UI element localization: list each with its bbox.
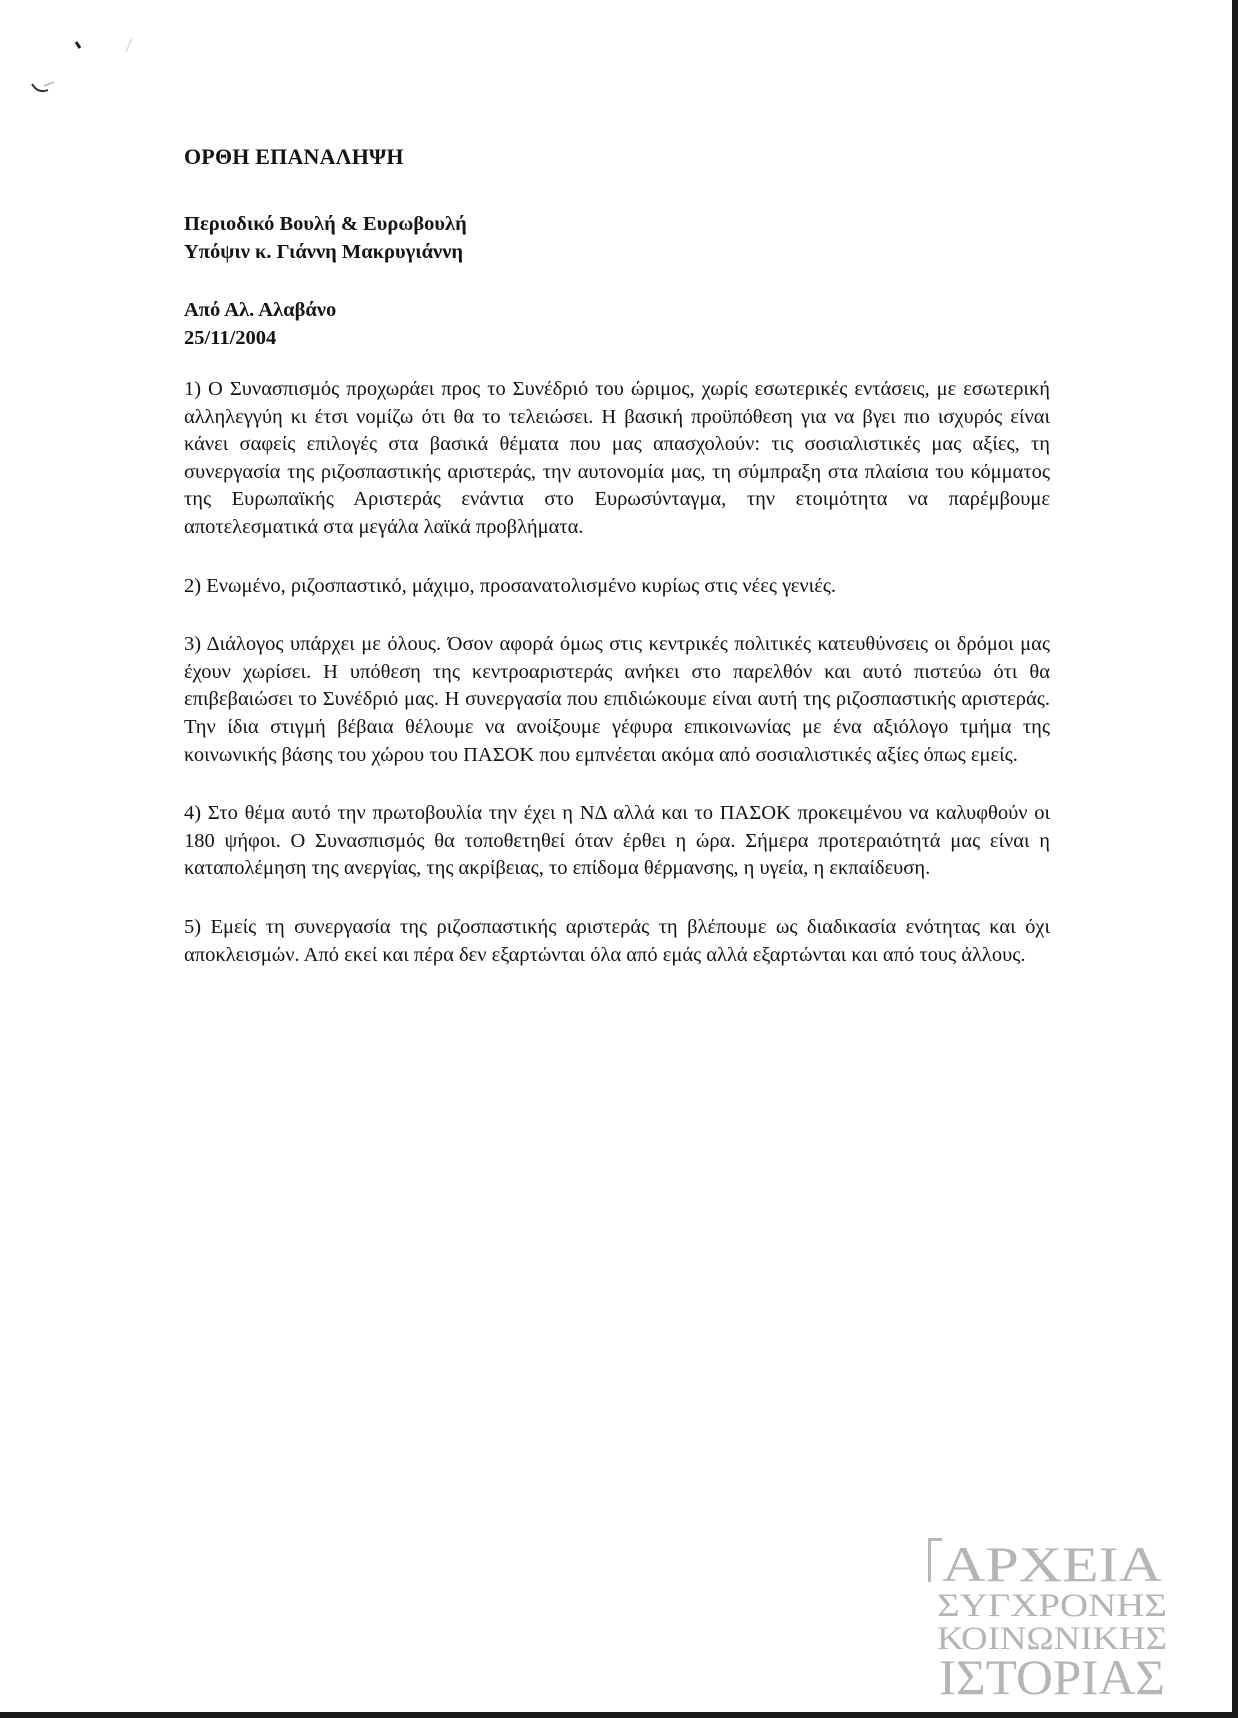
answer-paragraph-5: 5) Εμείς τη συνεργασία της ριζοσπαστικής αριστεράς τη βλέπουμε ως διαδικασία ενότητας και όχι αποκλεισμών. Από εκεί και πέρα δεν εξαρτώνται όλα από εμάς αλλά εξαρτώνται και από τους άλλους. <box>184 915 1050 966</box>
scan-artifact-marks <box>14 24 144 104</box>
stamp-line-4: ΙΣΤΟΡΙΑΣ <box>939 1649 1165 1698</box>
letter-body <box>184 376 1050 1000</box>
answer-paragraph-2: 2) Ενωμένο, ριζοσπαστικό, μάχιμο, προσανατολισμένο κυρίως στις νέες γενιές. <box>184 574 837 597</box>
answer-paragraph-1: 1) Ο Συνασπισμός προχωράει προς το Συνέδριό του ώριμος, χωρίς εσωτερικές εντάσεις, με εσωτερική αλληλεγγύη κι έτσι νομίζω ότι θα το τελειώσει. Η βασική προϋπόθεση για να βγει πιο ισχυρός είναι κάνει σαφείς επιλογές στα βασικά θέματα που μας απασχολούν: τις σοσιαλιστικές μας αξίες, τη συνεργασία της ριζοσπαστικής αριστεράς, την αυτονομία μας, τη σύμπραξη στα πλαίσια του κόμματος της Ευρωπαϊκής Αριστεράς ενάντια στο Ευρωσύνταγμα, την ετοιμότητα να παρέμβουμε αποτελεσματικά στα μεγάλα λαϊκά προβλήματα. <box>184 378 1050 538</box>
archive-stamp-logo <box>928 1536 1170 1698</box>
document-date: 25/11/2004 <box>184 327 277 349</box>
sender-block <box>184 296 1044 352</box>
answer-paragraph-4: 4) Στο θέμα αυτό την πρωτοβουλία την έχει η ΝΔ αλλά και το ΠΑΣΟΚ προκειμένου να καλυφθούν οι 180 ψήφοι. Ο Συνασπισμός θα τοποθετηθεί όταν έρθει η ώρα. Σήμερα προτεραιότητά μας είναι η καταπολέμηση της ανεργίας, της ακρίβειας, το επίδομα θέρμανσης, η υγεία, η εκπαίδευση. <box>184 802 1050 880</box>
recipient-publication: Περιοδικό Βουλή & Ευρωβουλή <box>184 213 467 235</box>
document-title: ΟΡΘΗ ΕΠΑΝΑΛΗΨΗ <box>184 144 404 169</box>
answer-paragraph-3: 3) Διάλογος υπάρχει με όλους. Όσον αφορά όμως στις κεντρικές πολιτικές κατευθύνσεις οι δρόμοι μας έχουν χωρίσει. Η υπόθεση της κεντροαριστεράς ανήκει στο παρελθόν και αυτό πιστεύω ότι θα επιβεβαιώσει το Συνέδριό μας. Η συνεργασία που επιδιώκουμε είναι αυτή της ριζοσπαστικής αριστεράς. Την ίδια στιγμή βέβαια θέλουμε να ανοίξουμε γέφυρα επικοινωνίας με ένα αξιόλογο τμήμα της κοινωνικής βάσης του χώρου του ΠΑΣΟΚ που εμπνέεται ακόμα από σοσιαλιστικές αξίες όπως εμείς. <box>184 633 1050 766</box>
recipient-block <box>184 210 1044 266</box>
sender-name: Από Αλ. Αλαβάνο <box>184 299 337 321</box>
stamp-line-2: ΣΥΓΧΡΟΝΗΣ <box>937 1588 1167 1624</box>
letter-header <box>184 144 1044 352</box>
stamp-line-1: ΑΡΧΕΙΑ <box>942 1536 1162 1592</box>
recipient-attention: Υπόψιν κ. Γιάννη Μακρυγιάννη <box>184 241 464 263</box>
stamp-line-3: ΚΟΙΝΩΝΙΚΗΣ <box>937 1621 1167 1657</box>
